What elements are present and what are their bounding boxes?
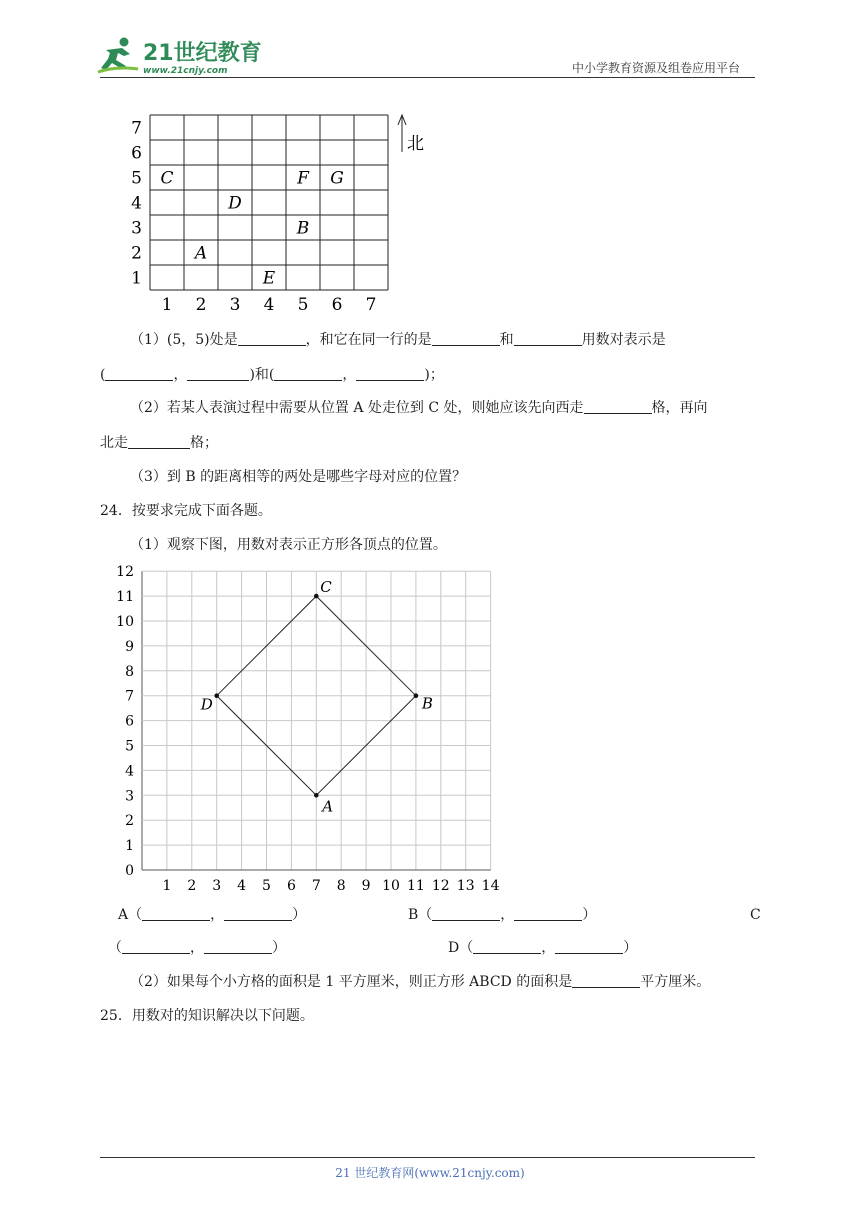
x-tick-label: 2: [187, 878, 197, 894]
vertex-label-c: C: [320, 578, 332, 597]
x-tick-label: 4: [237, 878, 247, 894]
y-tick-label: 2: [131, 243, 142, 264]
q24-answer-row1: A（ ， ）: [118, 907, 307, 923]
vertex-point-a: [314, 793, 319, 798]
q24-answer-b: B（ ， ）: [408, 907, 597, 923]
y-tick-label: 7: [131, 118, 142, 139]
y-tick-label: 6: [131, 143, 142, 164]
grid-point-a: A: [194, 243, 208, 264]
y-tick-label: 5: [125, 738, 134, 755]
x-tick-label: 14: [481, 878, 500, 894]
y-tick-label: 10: [116, 614, 134, 630]
answer-blank[interactable]: [473, 938, 541, 954]
y-tick-label: 5: [131, 168, 142, 189]
grid-point-c: C: [160, 168, 174, 189]
x-tick-label: 11: [406, 878, 425, 894]
logo-runner-icon: [96, 36, 140, 76]
x-tick-label: 3: [212, 878, 222, 894]
vertex-point-d: [214, 693, 219, 698]
x-tick-label: 12: [431, 878, 450, 894]
vertex-label-d: D: [200, 695, 213, 714]
square-coordinate-chart: [110, 562, 510, 897]
q24-answer-c: （ ， ）: [108, 940, 286, 956]
answer-blank[interactable]: [187, 365, 249, 381]
x-tick-label: 1: [161, 295, 173, 315]
y-tick-label: 11: [116, 589, 134, 606]
vertex-d-label: D（: [448, 940, 474, 956]
y-tick-label: 8: [125, 663, 134, 680]
x-tick-label: 8: [336, 878, 346, 894]
grid-point-g: G: [330, 168, 344, 189]
q23-part1-line2: ( ， )和( ， )；: [100, 367, 444, 383]
x-tick-label: 6: [331, 295, 343, 315]
y-tick-label: 3: [131, 218, 142, 239]
vertex-a-label: A（: [118, 907, 143, 923]
answer-blank[interactable]: [432, 905, 500, 921]
q23-part3: （3）到 B 的距离相等的两处是哪些字母对应的位置？: [130, 469, 467, 485]
x-tick-label: 1: [162, 878, 172, 894]
answer-blank[interactable]: [584, 398, 652, 414]
answer-blank[interactable]: [555, 938, 623, 954]
answer-blank[interactable]: [274, 365, 342, 381]
grid-point-b: B: [296, 218, 310, 239]
answer-blank[interactable]: [356, 365, 424, 381]
answer-blank[interactable]: [105, 365, 173, 381]
vertex-label-b: B: [421, 694, 433, 713]
position-grid: [120, 105, 440, 320]
y-tick-label: 2: [125, 813, 134, 830]
answer-blank[interactable]: [204, 938, 272, 954]
grid-point-f: F: [297, 168, 309, 189]
vertex-point-c: [314, 594, 319, 599]
logo-url-text: www.21cnjy.com: [143, 66, 228, 76]
header-tagline: 中小学教育资源及组卷应用平台: [572, 61, 741, 75]
vertex-point-b: [414, 693, 419, 698]
footer-text: 21 世纪教育网(www.21cnjy.com): [335, 1166, 525, 1180]
y-tick-label: 1: [131, 268, 142, 289]
x-tick-label: 4: [263, 295, 275, 315]
answer-blank[interactable]: [514, 330, 582, 346]
q23-part2-line2: 北走 格；: [100, 435, 218, 451]
answer-blank[interactable]: [122, 938, 190, 954]
north-label: 北: [407, 134, 424, 154]
vertex-b-label: B（: [408, 907, 433, 923]
answer-blank[interactable]: [514, 905, 582, 921]
x-tick-label: 7: [365, 295, 377, 315]
y-tick-label: 6: [125, 713, 134, 730]
y-tick-label: 0: [125, 863, 134, 879]
answer-blank[interactable]: [128, 433, 190, 449]
x-tick-label: 10: [382, 878, 400, 894]
answer-blank[interactable]: [238, 330, 306, 346]
q23-part1-line1: （1）(5，5)处是 ，和它在同一行的是 和 用数对表示是: [130, 332, 666, 348]
x-tick-label: 3: [229, 295, 241, 315]
answer-blank[interactable]: [572, 972, 640, 988]
logo-main-text: 21世纪教育: [143, 41, 262, 66]
x-tick-label: 2: [195, 295, 207, 315]
y-tick-label: 4: [125, 763, 134, 780]
q24-title: 24．按要求完成下面各题。: [100, 503, 272, 519]
vertex-c-label: C: [750, 907, 761, 923]
y-tick-label: 1: [125, 838, 134, 855]
grid-point-d: D: [228, 193, 242, 214]
x-tick-label: 5: [262, 878, 271, 894]
q24-answer-d: D（ ， ）: [448, 940, 638, 956]
x-tick-label: 13: [456, 878, 475, 894]
q23-part2-line1: （2）若某人表演过程中需要从位置 A 处走位到 C 处，则她应该先向西走 格，再向: [130, 400, 708, 416]
q24-part2: （2）如果每个小方格的面积是 1 平方厘米，则正方形 ABCD 的面积是 平方厘米。: [130, 974, 711, 990]
y-tick-label: 12: [116, 564, 134, 581]
y-tick-label: 9: [125, 638, 134, 655]
x-tick-label: 6: [286, 878, 296, 894]
answer-blank[interactable]: [142, 905, 210, 921]
y-tick-label: 4: [131, 193, 142, 214]
vertex-label-a: A: [322, 797, 334, 816]
header-divider: [100, 77, 755, 78]
grid-point-e: E: [262, 268, 276, 289]
y-tick-label: 7: [125, 688, 134, 705]
x-tick-label: 9: [361, 878, 371, 894]
y-tick-label: 3: [125, 788, 134, 805]
q25-title: 25．用数对的知识解决以下问题。: [100, 1008, 314, 1024]
answer-blank[interactable]: [432, 330, 500, 346]
q24-part1: （1）观察下图，用数对表示正方形各顶点的位置。: [130, 537, 447, 553]
x-tick-label: 7: [311, 878, 321, 894]
x-tick-label: 5: [297, 295, 309, 315]
answer-blank[interactable]: [224, 905, 292, 921]
footer-divider: [100, 1157, 755, 1158]
